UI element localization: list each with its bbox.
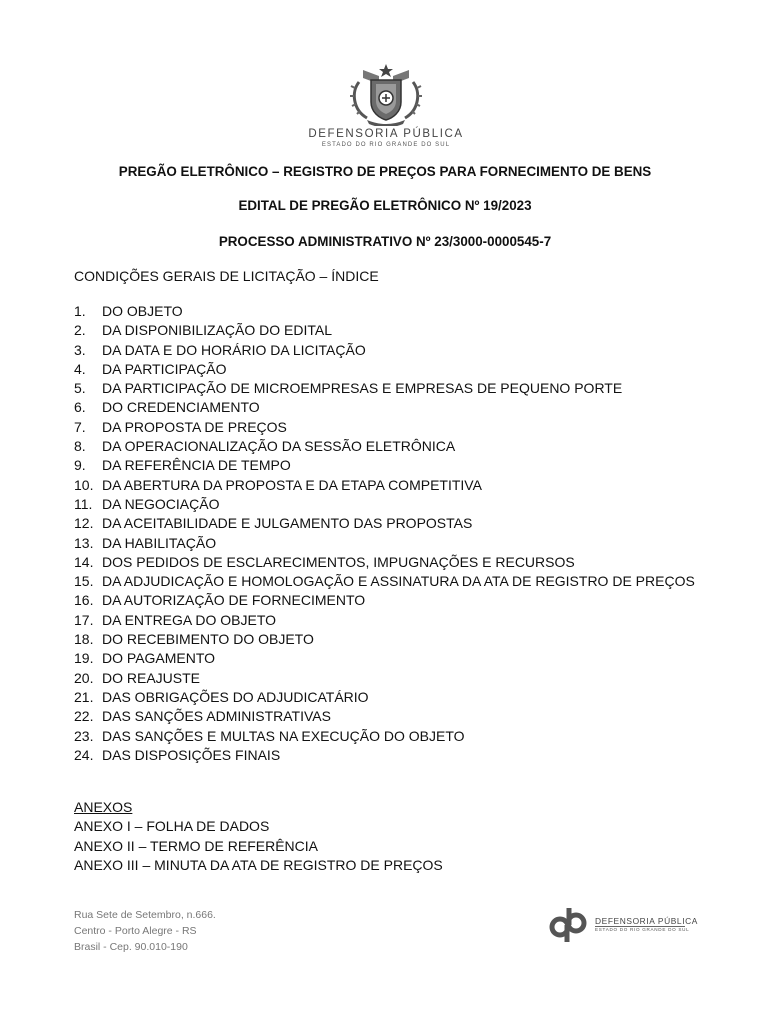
index-item-text: DA ENTREGA DO OBJETO xyxy=(102,611,277,628)
index-item-number: 22. xyxy=(74,708,94,725)
index-item xyxy=(74,418,704,437)
index-item xyxy=(74,321,704,340)
index-item-number: 18. xyxy=(74,631,94,648)
document-title: PREGÃO ELETRÔNICO – REGISTRO DE PREÇOS PARA FORNECIMENTO DE BENS xyxy=(118,164,652,179)
index-item-text: DAS SANÇÕES E MULTAS NA EXECUÇÃO DO OBJETO xyxy=(102,727,465,744)
index-item-text: DA ABERTURA DA PROPOSTA E DA ETAPA COMPETITIVA xyxy=(102,476,482,493)
index-item xyxy=(74,514,704,533)
index-item-number: 19. xyxy=(74,650,94,667)
index-item xyxy=(74,669,704,688)
edital-title: EDITAL DE PREGÃO ELETRÔNICO Nº 19/2023 xyxy=(238,198,532,213)
index-item-text: DO CREDENCIAMENTO xyxy=(102,399,260,416)
index-item-number: 9. xyxy=(74,457,86,474)
index-item-number: 3. xyxy=(74,341,86,358)
index-item-number: 5. xyxy=(74,380,86,397)
index-item xyxy=(74,630,704,649)
address-line: Centro - Porto Alegre - RS xyxy=(74,925,197,937)
index-item-text: DA HABILITAÇÃO xyxy=(102,534,217,551)
index-item-number: 4. xyxy=(74,360,86,377)
index-item xyxy=(74,456,704,475)
index-item-text: DA OPERACIONALIZAÇÃO DA SESSÃO ELETRÔNICA xyxy=(102,438,456,455)
footer-brand-name: DEFENSORIA PÚBLICA xyxy=(595,916,698,926)
index-item-number: 15. xyxy=(74,573,94,590)
annex-section xyxy=(74,798,674,876)
index-item-text: DA REFERÊNCIA DE TEMPO xyxy=(102,457,291,474)
index-item xyxy=(74,611,704,630)
index-item-number: 8. xyxy=(74,438,86,455)
index-item-text: DO PAGAMENTO xyxy=(102,650,216,667)
index-item xyxy=(74,649,704,668)
index-item-number: 11. xyxy=(74,495,93,512)
index-item-number: 12. xyxy=(74,515,94,532)
index-heading: CONDIÇÕES GERAIS DE LICITAÇÃO – ÍNDICE xyxy=(74,268,379,284)
address-line: Brasil - Cep. 90.010-190 xyxy=(74,941,188,953)
index-item-number: 13. xyxy=(74,534,94,551)
annex-item: ANEXO III – MINUTA DA ATA DE REGISTRO DE PREÇOS xyxy=(74,857,443,874)
index-item-number: 17. xyxy=(74,611,94,628)
process-number: PROCESSO ADMINISTRATIVO Nº 23/3000-0000545-7 xyxy=(218,234,552,249)
annex-item: ANEXO II – TERMO DE REFERÊNCIA xyxy=(74,837,319,854)
index-item-text: DO REAJUSTE xyxy=(102,669,201,686)
header-brand-subtitle: ESTADO DO RIO GRANDE DO SUL xyxy=(321,142,451,148)
index-item xyxy=(74,553,704,572)
index-item xyxy=(74,727,704,746)
address-line: Rua Sete de Setembro, n.666. xyxy=(74,909,216,921)
index-item-text: DA DATA E DO HORÁRIO DA LICITAÇÃO xyxy=(102,341,366,358)
header-brand-name: DEFENSORIA PÚBLICA xyxy=(308,128,464,140)
index-item-text: DA DISPONIBILIZAÇÃO DO EDITAL xyxy=(102,322,333,339)
table-of-contents xyxy=(74,302,704,765)
index-item-text: DAS DISPOSIÇÕES FINAIS xyxy=(102,746,281,763)
index-item-text: DA ADJUDICAÇÃO E HOMOLOGAÇÃO E ASSINATURA DA ATA DE REGISTRO DE PREÇOS xyxy=(102,573,695,590)
index-item-text: DA PARTICIPAÇÃO xyxy=(102,360,227,377)
index-item xyxy=(74,476,704,495)
index-item-text: DOS PEDIDOS DE ESCLARECIMENTOS, IMPUGNAÇÕES E RECURSOS xyxy=(102,553,575,570)
index-item xyxy=(74,379,704,398)
index-item-text: DA PROPOSTA DE PREÇOS xyxy=(102,418,287,435)
index-item-number: 20. xyxy=(74,669,94,686)
index-item-text: DA AUTORIZAÇÃO DE FORNECIMENTO xyxy=(102,592,366,609)
index-item-text: DAS OBRIGAÇÕES DO ADJUDICATÁRIO xyxy=(102,688,369,705)
index-item-number: 7. xyxy=(74,418,86,435)
index-item-number: 6. xyxy=(74,399,86,416)
footer-brand-subtitle: ESTADO DO RIO GRANDE DO SUL xyxy=(595,927,690,932)
index-item xyxy=(74,572,704,591)
annex-item: ANEXO I – FOLHA DE DADOS xyxy=(74,818,270,835)
index-item xyxy=(74,746,704,765)
index-item-text: DA ACEITABILIDADE E JULGAMENTO DAS PROPOSTAS xyxy=(102,515,473,532)
defensoria-logo-icon xyxy=(548,906,588,944)
index-item xyxy=(74,398,704,417)
footer-address xyxy=(74,907,216,955)
index-item xyxy=(74,688,704,707)
annex-title: ANEXOS xyxy=(74,799,133,815)
index-item xyxy=(74,534,704,553)
index-item-text: DO RECEBIMENTO DO OBJETO xyxy=(102,631,314,648)
index-item-number: 21. xyxy=(74,688,94,705)
index-item-text: DO OBJETO xyxy=(102,303,183,319)
index-item-text: DA NEGOCIAÇÃO xyxy=(102,495,220,512)
index-item xyxy=(74,360,704,379)
index-item xyxy=(74,591,704,610)
index-item-number: 10. xyxy=(74,476,94,493)
coat-of-arms-icon xyxy=(349,62,423,126)
index-item-number: 1. xyxy=(74,303,86,319)
index-item-number: 2. xyxy=(74,322,86,339)
index-item xyxy=(74,302,704,321)
index-item-number: 24. xyxy=(74,746,94,763)
index-item-text: DAS SANÇÕES ADMINISTRATIVAS xyxy=(102,708,331,725)
index-item-text: DA PARTICIPAÇÃO DE MICROEMPRESAS E EMPRESAS DE PEQUENO PORTE xyxy=(102,380,623,397)
index-item-number: 23. xyxy=(74,727,94,744)
index-item xyxy=(74,707,704,726)
index-item-number: 16. xyxy=(74,592,94,609)
index-item xyxy=(74,437,704,456)
index-item-number: 14. xyxy=(74,553,94,570)
index-item xyxy=(74,341,704,360)
index-item xyxy=(74,495,704,514)
